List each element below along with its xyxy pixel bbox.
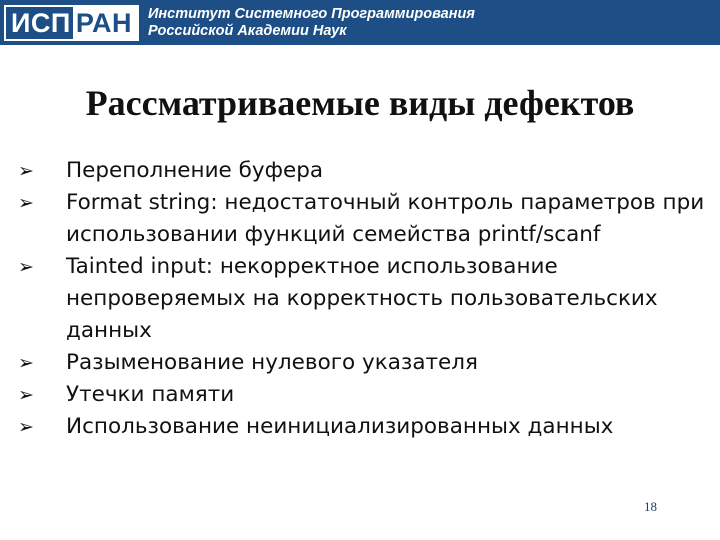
list-item-text: Использование неинициализированных данных: [66, 414, 614, 439]
arrowhead-bullet-icon: ➢: [18, 384, 34, 406]
list-item: [18, 411, 708, 443]
logo-text-ran: РАН: [73, 7, 137, 39]
list-item-text: Переполнение буфера: [66, 158, 324, 183]
list-item: [18, 187, 708, 251]
logo-text-isp: ИСП: [6, 7, 73, 39]
page-number: 18: [644, 499, 657, 514]
slide-title: Рассматриваемые виды дефектов: [85, 83, 635, 123]
list-item: [18, 347, 708, 379]
list-item: [18, 379, 708, 411]
list-item-text: Утечки памяти: [66, 382, 235, 407]
arrowhead-bullet-icon: ➢: [18, 256, 34, 278]
arrowhead-bullet-icon: ➢: [18, 192, 34, 214]
defect-list: [18, 155, 708, 443]
institute-name: [148, 6, 475, 40]
institute-name-line1: Институт Системного Программирования: [148, 6, 475, 22]
arrowhead-bullet-icon: ➢: [18, 160, 34, 182]
arrowhead-bullet-icon: ➢: [18, 416, 34, 438]
arrowhead-bullet-icon: ➢: [18, 352, 34, 374]
header-band: [0, 0, 720, 45]
list-item: [18, 155, 708, 187]
list-item-text: Разыменование нулевого указателя: [66, 350, 478, 375]
ispran-logo: [4, 5, 139, 41]
institute-name-line2: Российской Академии Наук: [148, 23, 347, 39]
list-item: [18, 251, 708, 347]
list-item-text: Tainted input: некорректное использование непроверяемых на корректность пользовательских данных: [66, 254, 658, 343]
list-item-text: Format string: недостаточный контроль параметров при использовании функций семейства printf/scanf: [66, 190, 705, 247]
